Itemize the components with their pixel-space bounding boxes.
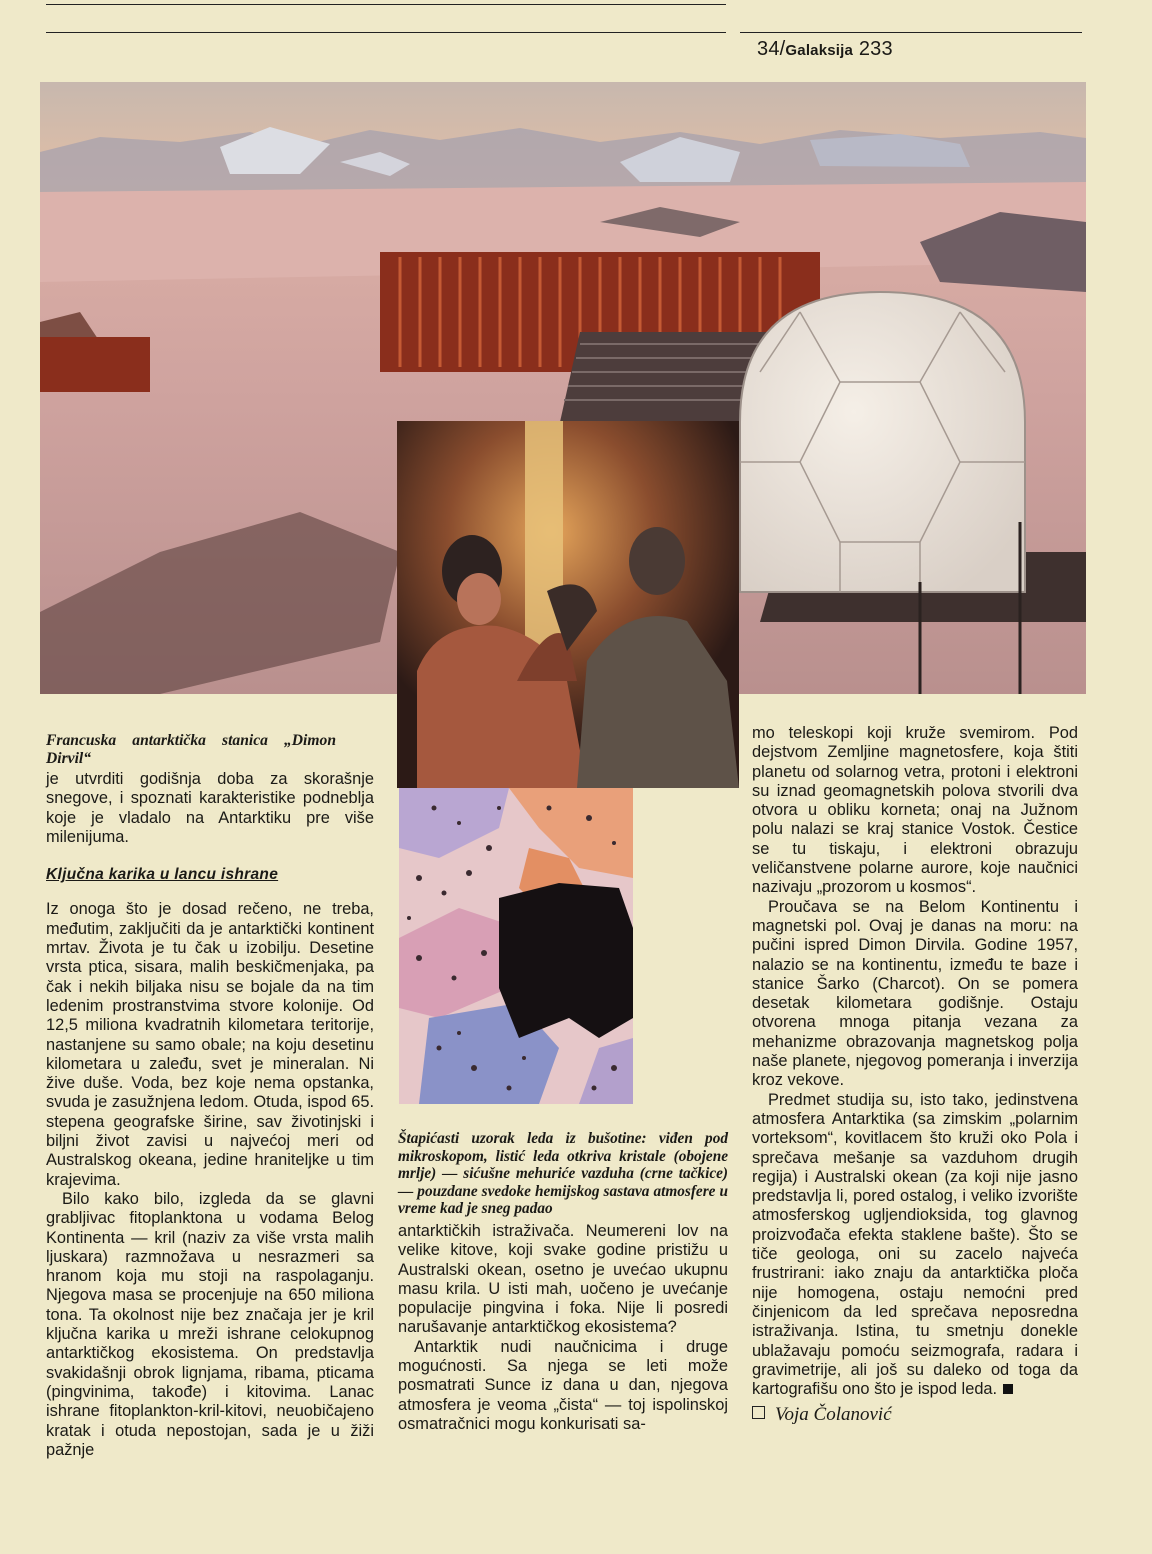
- column-2: [398, 1130, 728, 1434]
- top-rule: [46, 4, 726, 5]
- researchers-photo: [397, 421, 739, 788]
- ice-crystal-photo: [399, 788, 633, 1104]
- paragraph-7-text: Predmet studija su, isto tako, jedinstvena atmosfera Antarktika (sa zimskim „polarnim vorteksom“, kovitlacem što kruži oko Pola i sprečava mešanje sa vazduhom drugih regija) i Australski okean (za koji nije jasno predstavlja li, pored ostalog, i veliko izvorište atmosferskog ugljendioksida, tog glavnog proizvođača efekta staklene bašte). Što se tiče geologa, oni su zacelo najveća frustrirani: iako znaju da antarktička ploča nije homogena, ostaju nemoćni pred činjenicom da led sprečava neposredna istraživanja. Istina, tu smetnju donekle ublažavaju pomoću seizmografa, radara i gravimetrije, ali još su daleko od toga da kartografišu ono što je ispod leda.: [752, 1090, 1078, 1399]
- page-header: [757, 38, 893, 61]
- station-caption: Francuska antarktička stanica „Dimon Dirvil“: [46, 732, 336, 767]
- paragraph-5: mo teleskopi koji kruže svemirom. Pod dejstvom Zemljine magnetosfere, koja štiti planetu od solarnog vetra, protoni i elektroni su iznad geomagnetskih polova stvorili dva otvora u obliku korneta; onaj na Južnom polu nalazi se kraj stanice Vostok. Čestice se tu tiskaju, i elektroni obrazuju veličanstvene polarne aurore, koje naučnici nazivaju „prozorom u kosmos“.: [752, 724, 1078, 897]
- author-box-icon: [752, 1406, 765, 1419]
- paragraph-6: Proučava se na Belom Kontinentu i magnetski pol. Ovaj je danas na moru: na pučini ispred Dimon Dirvila. Godine 1957, nalazio se na kontinentu, između te baze i stanice Šarko (Charcot). On se pomera desetak kilometara godišnje. Ostaju otvorena mnoga pitanja vezana za mehanizme obrazovanja magnetskog polja naše planete, njegovog pomeranja i inverzija kroz vekove.: [752, 897, 1078, 1090]
- end-mark: [1003, 1384, 1013, 1394]
- column-1: [46, 732, 374, 1460]
- paragraph-3: antarktičkih istraživača. Neumereni lov na velike kitove, koji svake godine pristižu u Australski okean, osetno je uvećao ukupnu masu krila. U isti mah, uočeno je uvećanje populacije pingvina i foka. Nije li posredi narušavanje antarktičkog ekosistema?: [398, 1221, 728, 1337]
- column-3: [752, 724, 1078, 1425]
- issue-number: 34/: [757, 38, 786, 60]
- page-number: 233: [858, 38, 893, 60]
- ice-sample-caption: Štapićasti uzorak leda iz bušotine: viđen pod mikroskopom, listić leda otkriva kristale (obojene mrlje) — sićušne mehuriće vazduha (crne tačkice) — pouzdane svedoke hemijskog sastava atmosfere u vreme kad je sneg padao: [398, 1130, 728, 1218]
- magazine-name: Galaksija: [785, 42, 854, 59]
- header-rule-right: [740, 32, 1082, 33]
- paragraph-1: Iz onoga što je dosad rečeno, ne treba, međutim, zaključiti da je antarktički kontinent mrtav. Života je tu čak u izobilju. Desetine vrsta ptica, sisara, malih beskičmenjaka, pa čak i nekih biljaka nisu se bojale da na tim ledenim prostranstvima stvore kolonije. Od 12,5 miliona kvadratnih kilometara teritorije, nastanjene su samo obale; na koju desetinu kilometara u zaleđu, svet je mineralan. Ni žive duše. Voda, bez koje nema opstanka, svuda je zasužnjena ledom. Otuda, ispod 65. stepena geografske širine, sav životinjski i biljni život zavisi u najvećoj meri od Australskog okeana, jedine hraniteljke u tim krajevima.: [46, 900, 374, 1189]
- header-rule-left: [46, 32, 726, 33]
- paragraph-7: [752, 1091, 1078, 1400]
- intro-paragraph: je utvrditi godišnja doba za skorašnje snegove, i spoznati karakteristike podneblja koje je vladalo na Antarktiku pre više milenijuma.: [46, 770, 374, 846]
- author-signature: [752, 1405, 1078, 1424]
- paragraph-4: Antarktik nudi naučnicima i druge mogućnosti. Sa njega se leti može posmatrati Sunce iz dana u dan, njegova atmosfera je veoma „čista“ — toj ispolinskoj osmatračnici mogu konkurisati sa-: [398, 1337, 728, 1433]
- subheading: Ključna karika u lancu ishrane: [46, 866, 279, 884]
- paragraph-2: Bilo kako bilo, izgleda da se glavni grabljivac fitoplanktona u vodama Belog Kontinenta — kril (naziv za više vrsta malih ljuskara) razmnožava u nesrazmeri sa hranom koja mu stoji na raspolaganju. Njegova masa se procenjuje na 650 miliona tona. Ta okolnost nije bez značaja jer je kril ključna karika u mreži ishrane celokupnog antarktičkog ekosistema. On predstavlja svakidašnji obrok lignjama, ribama, pticama (pingvinima, takođe) i kitovima. Lanac ishrane fitoplankton-kril-kitovi, neuobičajeno kratak i otuda nepostojan, sada je u žiži pažnje: [46, 1189, 374, 1459]
- author-name: Voja Čolanović: [775, 1404, 892, 1426]
